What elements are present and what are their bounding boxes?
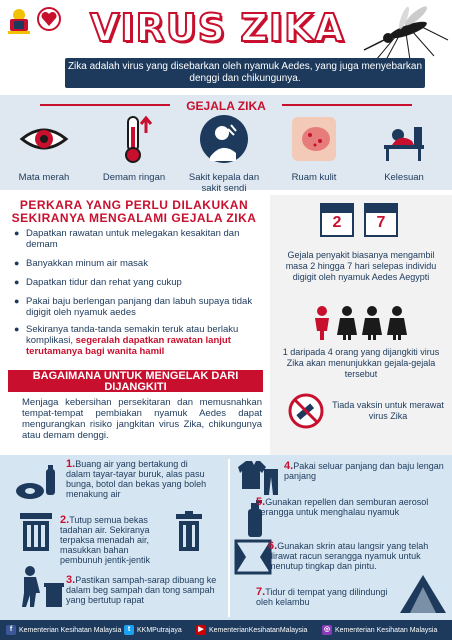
divider — [228, 459, 230, 617]
no-vaccine-icon — [288, 393, 324, 429]
list-item: ● Banyakkan minum air masak — [14, 258, 264, 269]
day-start: 2 — [332, 214, 342, 231]
thermometer-icon — [108, 113, 160, 165]
symptom-item: Sakit kepala dan sakit sendi — [184, 113, 264, 194]
symptom-item: Ruam kulit — [274, 113, 354, 183]
step-item: 5.Gunakan repellen dan semburan aerosol serangga untuk menghalau nyamuk — [256, 496, 429, 517]
list-item: ● Dapatkan tidur dan rehat yang cukup — [14, 277, 264, 288]
symptoms-title: GEJALA ZIKA — [186, 99, 266, 113]
facebook-icon: f — [6, 625, 16, 635]
list-item: ● Dapatkan rawatan untuk melegakan kesakitan dan demam — [14, 228, 264, 250]
garbage-disposal-icon — [12, 565, 64, 609]
red-eye-icon — [18, 113, 70, 165]
trash-bin-icon — [174, 511, 204, 553]
ministry-logo-icon — [36, 6, 62, 34]
page-title: VIRUS ZIKA — [90, 6, 345, 50]
step-item: 2.Tutup semua bekas tadahan air. Sekiranya terpaksa menadah air, masukkan bahan pembunuh jentik-jentik — [60, 514, 151, 565]
step-item: 7.Tidur di tempat yang dilindungi oleh kelambu — [256, 586, 388, 607]
footer-twitter[interactable]: t KKMPutrajaya — [124, 625, 182, 635]
people-icon — [310, 305, 410, 341]
window-screen-icon — [234, 539, 272, 575]
list-item: ● Pakai baju berlengan panjang dan labuh supaya tidak digigit oleh nyamuk aedes — [14, 296, 264, 318]
headache-icon — [198, 113, 250, 165]
day-end: 7 — [376, 214, 386, 231]
step-item: 1.Buang air yang bertakung di dalam tayar-tayar buruk, alas pasu bunga, botol dan bekas yang boleh menakung air — [66, 458, 207, 499]
symptom-item: Kelesuan — [364, 113, 444, 183]
tire-bottle-icon — [14, 463, 62, 501]
header — [0, 0, 452, 95]
footer-youtube[interactable]: ▶ KementerianKesihatanMalaysia — [196, 625, 307, 635]
mosquito-net-icon — [398, 573, 448, 615]
fatigue-icon — [378, 113, 430, 165]
prevention-text: Menjaga kebersihan persekitaran dan memusnahkan tempat-tempat pembiakan nyamuk Aedes dapat mengurangkan risiko jangkitan virus Zika, chikungunya atau demam denggi. — [22, 397, 262, 441]
government-crest-icon — [6, 6, 32, 36]
symptom-item: Mata merah — [4, 113, 84, 183]
incubation-text: Gejala penyakit biasanya mengambil masa 2 hingga 7 hari selepas individu digigit oleh nyamuk Aedes Aegypti — [285, 250, 437, 282]
ratio-text: 1 daripada 4 orang yang dijangkiti virus Zika akan menunjukkan gejala-gejala tersebut — [282, 347, 440, 379]
prevention-steps — [0, 455, 452, 620]
vaccine-text: Tiada vaksin untuk merawat virus Zika — [332, 400, 444, 421]
prevention-title: BAGAIMANA UNTUK MENGELAK DARI DIJANGKITI — [8, 370, 263, 392]
footer-facebook[interactable]: f Kementerian Kesihatan Malaysia — [6, 625, 121, 635]
twitter-icon: t — [124, 625, 134, 635]
list-item: ● Sekiranya tanda-tanda semakin teruk atau berlaku komplikasi, segeralah dapatkan rawatan lanjut terutamanya bagi wanita hamil — [14, 324, 264, 357]
instagram-icon: ◎ — [323, 626, 331, 633]
water-tank-icon — [16, 511, 56, 553]
long-clothes-icon — [236, 459, 280, 497]
step-item: 6.Gunakan skrin atau langsir yang telah dirawat racun serangga nyamuk untuk menutup tingkap dan pintu. — [268, 540, 429, 571]
facts-panel — [270, 195, 452, 460]
intro-banner: Zika adalah virus yang disebarkan oleh nyamuk Aedes, yang juga menyebarkan denggi dan chikungunya. — [65, 58, 425, 88]
footer — [0, 620, 452, 640]
mosquito-icon — [350, 2, 450, 62]
actions-section — [0, 195, 268, 225]
youtube-icon: ▶ — [196, 625, 206, 635]
symptoms-section — [0, 95, 452, 194]
step-item: 4.Pakai seluar panjang dan baju lengan panjang — [284, 460, 444, 481]
footer-instagram[interactable]: ◎ Kementerian Kesihatan Malaysia — [323, 626, 438, 634]
symptom-item: Demam ringan — [94, 113, 174, 183]
actions-title: PERKARA YANG PERLU DILAKUKAN SEKIRANYA MENGALAMI GEJALA ZIKA — [11, 198, 257, 225]
step-item: 3.Pastikan sampah-sarap dibuang ke dalam beg sampah dan tong sampah yang bertutup rapat — [66, 574, 217, 605]
skin-rash-icon — [288, 113, 340, 165]
